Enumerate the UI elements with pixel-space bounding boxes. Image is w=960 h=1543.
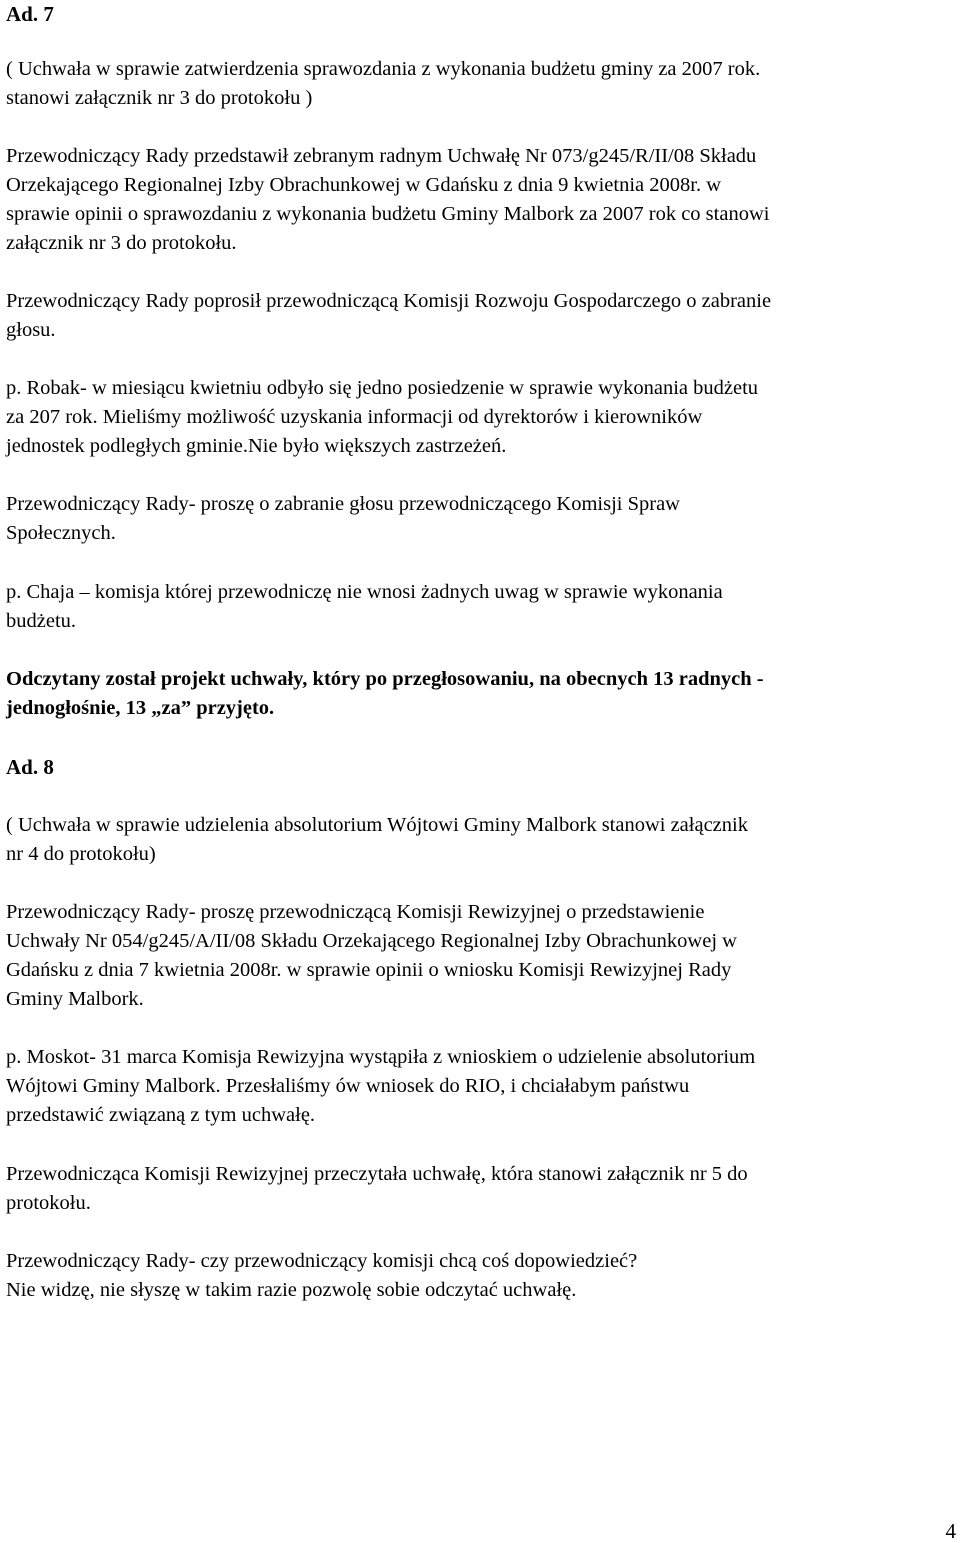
text-line: Przewodniczący Rady poprosił przewodniczącą Komisji Rozwoju Gospodarczego o zabranie (6, 290, 772, 312)
text-line: Wójtowi Gminy Malbork. Przesłaliśmy ów wniosek do RIO, i chciałabym państwu (6, 1075, 690, 1097)
section-ad7-paragraph-3 (6, 374, 758, 461)
text-line: Gdańsku z dnia 7 kwietnia 2008r. w sprawie opinii o wniosku Komisji Rewizyjnej Rady (6, 959, 732, 981)
section-ad8-heading: Ad. 8 (6, 755, 54, 779)
text-line: ( Uchwała w sprawie udzielenia absolutorium Wójtowi Gminy Malbork stanowi załącznik (6, 814, 748, 836)
text-line: nr 4 do protokołu) (6, 843, 156, 865)
section-ad7-paragraph-5 (6, 578, 723, 636)
text-line: Nie widzę, nie słyszę w takim razie pozwolę sobie odczytać uchwałę. (6, 1279, 577, 1301)
text-line: za 207 rok. Mieliśmy możliwość uzyskania informacji od dyrektorów i kierowników (6, 406, 703, 428)
section-ad8-paragraph-3 (6, 1160, 748, 1218)
text-line: protokołu. (6, 1192, 91, 1214)
text-line: ( Uchwała w sprawie zatwierdzenia sprawozdania z wykonania budżetu gminy za 2007 rok. (6, 58, 761, 80)
text-line: Przewodniczący Rady- proszę przewodniczącą Komisji Rewizyjnej o przedstawienie (6, 901, 705, 923)
text-line: p. Chaja – komisja której przewodniczę nie wnosi żadnych uwag w sprawie wykonania (6, 581, 723, 603)
section-ad7-note (6, 55, 760, 113)
text-line: Przewodniczący Rady- proszę o zabranie głosu przewodniczącego Komisji Spraw (6, 493, 680, 515)
section-ad8-paragraph-4 (6, 1247, 637, 1305)
text-line: jednostek podległych gminie.Nie było większych zastrzeżeń. (6, 435, 507, 457)
page-number: 4 (945, 1519, 956, 1543)
section-ad8-paragraph-1 (6, 898, 737, 1014)
section-ad8-paragraph-2 (6, 1043, 755, 1130)
section-ad7-paragraph-1 (6, 142, 769, 258)
text-line: p. Robak- w miesiącu kwietniu odbyło się jedno posiedzenie w sprawie wykonania budżetu (6, 377, 759, 399)
text-line: p. Moskot- 31 marca Komisja Rewizyjna wystąpiła z wnioskiem o udzielenie absolutorium (6, 1046, 756, 1068)
text-line: przedstawić związaną z tym uchwałę. (6, 1104, 316, 1126)
text-line: załącznik nr 3 do protokołu. (6, 232, 237, 254)
text-line: budżetu. (6, 610, 77, 632)
text-line: Przewodnicząca Komisji Rewizyjnej przeczytała uchwałę, która stanowi załącznik nr 5 do (6, 1163, 748, 1185)
section-ad7-heading: Ad. 7 (6, 2, 54, 26)
section-ad7-paragraph-2 (6, 287, 771, 345)
text-line: sprawie opinii o sprawozdaniu z wykonania budżetu Gminy Malbork za 2007 rok co stanowi (6, 203, 770, 225)
section-ad7-paragraph-4 (6, 490, 680, 548)
text-line: stanowi załącznik nr 3 do protokołu ) (6, 87, 313, 109)
text-line: Przewodniczący Rady- czy przewodniczący komisji chcą coś dopowiedzieć? (6, 1250, 638, 1272)
text-line: Uchwały Nr 054/g245/A/II/08 Składu Orzekającego Regionalnej Izby Obrachunkowej w (6, 930, 737, 952)
text-line: Przewodniczący Rady przedstawił zebranym radnym Uchwałę Nr 073/g245/R/II/08 Składu (6, 145, 757, 167)
text-line: Społecznych. (6, 522, 116, 544)
section-ad8-note (6, 811, 748, 869)
text-line: głosu. (6, 319, 56, 341)
text-line: Orzekającego Regionalnej Izby Obrachunkowej w Gdańsku z dnia 9 kwietnia 2008r. w (6, 174, 721, 196)
text-line: jednogłośnie, 13 „za” przyjęto. (6, 697, 275, 719)
section-ad7-resolution-result (6, 665, 764, 723)
text-line: Gminy Malbork. (6, 988, 144, 1010)
text-line: Odczytany został projekt uchwały, który po przegłosowaniu, na obecnych 13 radnych - (6, 668, 764, 690)
